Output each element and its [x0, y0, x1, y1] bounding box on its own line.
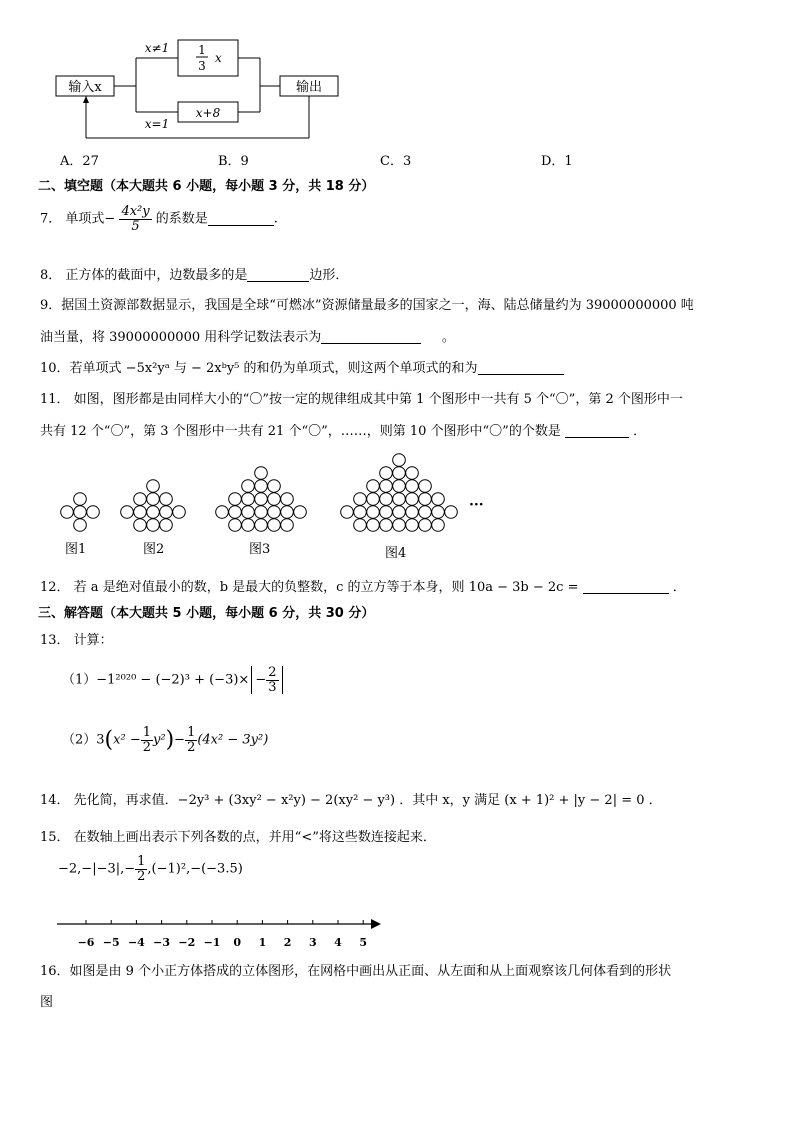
pattern-circle — [216, 506, 229, 519]
pattern-circle — [393, 480, 406, 493]
pattern-circle — [354, 506, 367, 519]
pattern-circle — [255, 480, 268, 493]
q10-answer-blank[interactable] — [478, 360, 564, 375]
pattern-circle — [294, 506, 307, 519]
pattern-circle — [406, 467, 419, 480]
pattern-circle — [74, 493, 87, 506]
output-label: 输出 — [295, 80, 323, 95]
pattern-circle — [255, 519, 268, 532]
pattern-circle — [432, 493, 445, 506]
q11-line2-pre: 共有 12 个“〇”，第 3 个图形中一共有 21 个“〇”，……，则第 10 个图形中“〇”的个数是 — [40, 424, 561, 439]
number-line-tick-label: 3 — [308, 936, 317, 949]
question-7: 7． 单项式− $\frac{\text{4x²y}}{5}$ 的系数是 . — [40, 204, 278, 234]
q13-p1-den: 3 — [268, 679, 277, 695]
q9-answer-blank[interactable] — [321, 329, 421, 344]
option-d: D．1 — [541, 154, 573, 169]
number-line-tick-label: 2 — [283, 936, 292, 949]
question-15-number-list — [58, 855, 243, 883]
pattern-circle — [367, 480, 380, 493]
pattern-circle — [393, 467, 406, 480]
option-c: C．3 — [380, 154, 412, 169]
q7-fraction — [119, 205, 151, 233]
pattern-circle — [147, 506, 160, 519]
question-15-title: 15． 在数轴上画出表示下列各数的点，并用“<”将这些数连接起来． — [40, 830, 436, 845]
pattern-circle — [268, 506, 281, 519]
number-line-tick-label: −2 — [178, 936, 196, 949]
number-line-tick-label: −1 — [203, 936, 221, 949]
circle-pattern-figures — [50, 450, 500, 565]
question-16-line1: 16．如图是由 9 个小正方体搭成的立体图形，在网格中画出从正面、从左面和从上面观察该几何体看到的形状 — [40, 964, 672, 979]
pattern-circle — [380, 493, 393, 506]
number-line-tick-label: −3 — [153, 936, 171, 949]
pattern-circle — [419, 480, 432, 493]
q7-answer-blank[interactable] — [208, 211, 274, 226]
pattern-circle — [74, 519, 87, 532]
pattern-circle — [380, 506, 393, 519]
q11-line2-post: ． — [633, 424, 647, 439]
question-11-line1: 11． 如图，图形都是由同样大小的“〇”按一定的规律组成其中第 1 个图形中一共有 5 个“〇”，第 2 个图形中一 — [40, 392, 683, 407]
q13-p2-c: (4x² − 3y²) — [197, 732, 269, 748]
q13-half-num-2: 1 — [187, 725, 196, 740]
pattern-circle — [160, 506, 173, 519]
pattern-circle — [242, 519, 255, 532]
section-3-heading: 三、解答题（本大题共 5 小题，每小题 6 分，共 30 分） — [38, 606, 375, 621]
pattern-circle — [281, 506, 294, 519]
pattern-circle — [406, 519, 419, 532]
cond-bottom: x=1 — [144, 117, 170, 131]
q15-list-fraction — [135, 855, 147, 883]
number-line[interactable] — [55, 912, 385, 952]
pattern-circle — [367, 493, 380, 506]
pattern-circle — [419, 506, 432, 519]
pattern-circle — [242, 506, 255, 519]
question-13-title: 13． 计算： — [40, 633, 113, 648]
q12-post: ． — [672, 580, 686, 595]
q7-num: 4x²y — [121, 204, 150, 219]
q13-p1-pre: （1）−1²⁰²⁰ − (−2)³ + (−3)× — [62, 672, 250, 688]
q15-frac-num: 1 — [137, 854, 146, 869]
q7-den: 5 — [131, 218, 140, 234]
pattern-circle — [393, 519, 406, 532]
number-line-tick-label: −5 — [102, 936, 120, 949]
pattern-circle — [229, 506, 242, 519]
question-9-line2 — [40, 326, 455, 345]
pattern-circle — [419, 493, 432, 506]
pattern-circle — [354, 519, 367, 532]
question-13-part1: （1）−1²⁰²⁰ − (−2)³ + (−3)× − $\frac{2}{3}$ — [62, 666, 283, 694]
q15-list-post: ,(−1)²,−(−3.5) — [147, 861, 243, 877]
pattern-circle — [367, 506, 380, 519]
number-line-tick-label: 4 — [334, 936, 342, 949]
pattern-circle — [380, 480, 393, 493]
pattern-circle — [432, 519, 445, 532]
number-line-tick-label: 0 — [233, 936, 242, 949]
pattern-circle — [419, 519, 432, 532]
pattern-circle — [74, 506, 87, 519]
top-box-var: x — [215, 51, 222, 65]
figure-3-label: 图3 — [249, 542, 271, 557]
pattern-circle — [432, 506, 445, 519]
pattern-circle — [121, 506, 134, 519]
q7-pre: 7． 单项式− — [40, 211, 116, 227]
pattern-circle — [281, 493, 294, 506]
q15-list-pre: −2,−|−3|,− — [58, 861, 136, 877]
figure-4-label: 图4 — [385, 546, 407, 561]
q13-p2-half-1 — [141, 726, 153, 754]
pattern-circle — [406, 480, 419, 493]
pattern-circle — [255, 467, 268, 480]
top-box-den: 3 — [198, 59, 206, 73]
pattern-circle — [134, 519, 147, 532]
q11-answer-blank[interactable] — [565, 423, 629, 438]
pattern-circle — [268, 493, 281, 506]
question-10 — [40, 357, 564, 376]
q13-p2-a: x² − — [113, 732, 141, 748]
pattern-circle — [87, 506, 100, 519]
top-process-box — [178, 40, 238, 76]
top-box-num: 1 — [198, 43, 206, 57]
figure-1-label: 图1 — [65, 542, 87, 557]
pattern-circle — [134, 493, 147, 506]
figures-ellipsis: ··· — [469, 497, 484, 513]
pattern-circle — [268, 480, 281, 493]
q8-answer-blank[interactable] — [247, 267, 309, 282]
pattern-circle — [393, 506, 406, 519]
number-line-tick-label: 1 — [258, 936, 267, 949]
q13-half-num-1: 1 — [142, 725, 151, 740]
number-line-tick-label: −6 — [77, 936, 95, 949]
pattern-circle — [393, 493, 406, 506]
q7-post: 的系数是 — [155, 211, 208, 227]
pattern-circle — [393, 454, 406, 467]
flowchart — [50, 30, 350, 145]
pattern-circle — [445, 506, 458, 519]
question-8 — [40, 264, 348, 283]
pattern-circle — [160, 519, 173, 532]
pattern-circle — [380, 467, 393, 480]
q15-frac-den: 2 — [137, 868, 146, 884]
q8-pre: 8． 正方体的截面中，边数最多的是 — [40, 268, 248, 283]
q10-pre: 10．若单项式 −5x²yᵃ 与 − 2xᵇy⁵ 的和仍为单项式，则这两个单项式的和为 — [40, 361, 478, 376]
pattern-circle — [61, 506, 74, 519]
input-label: 输入x — [68, 80, 102, 95]
q13-p1-fraction — [266, 666, 278, 694]
cond-top: x≠1 — [144, 41, 170, 55]
q9-line2-pre: 油当量，将 39000000000 用科学记数法表示为 — [40, 330, 322, 345]
q12-pre: 12． 若 a 是绝对值最小的数，b 是最大的负整数，c 的立方等于本身，则 10a − 3b − 2c = — [40, 580, 579, 595]
pattern-circle — [229, 519, 242, 532]
pattern-circle — [147, 519, 160, 532]
pattern-circle — [229, 493, 242, 506]
question-16-line2: 图 — [40, 995, 54, 1010]
pattern-circle — [242, 480, 255, 493]
q13-half-den-2: 2 — [187, 739, 196, 755]
question-12 — [40, 576, 686, 595]
pattern-circle — [255, 506, 268, 519]
number-line-tick-label: −4 — [127, 936, 145, 949]
figure-2-label: 图2 — [143, 542, 165, 557]
option-a: A．27 — [60, 154, 99, 169]
option-b: B．9 — [218, 154, 249, 169]
pattern-circle — [147, 493, 160, 506]
pattern-circle — [242, 493, 255, 506]
question-14: 14． 先化简，再求值．−2y³ + (3xy² − x²y) − 2(xy² − y³) ．其中 x，y 满足 (x + 1)² + |y − 2| = 0 ． — [40, 793, 662, 808]
section-2-heading: 二、填空题（本大题共 6 小题，每小题 3 分，共 18 分） — [38, 179, 375, 194]
question-11-line2 — [40, 420, 646, 439]
pattern-circle — [255, 493, 268, 506]
q8-post: 边形． — [309, 268, 349, 283]
pattern-circle — [268, 519, 281, 532]
pattern-circle — [406, 506, 419, 519]
pattern-circle — [173, 506, 186, 519]
q13-p2-half-2 — [185, 726, 197, 754]
pattern-circle — [160, 493, 173, 506]
question-9-line1: 9．据国土资源部数据显示，我国是全球“可燃冰”资源储量最多的国家之一，海、陆总储量约为 39000000000 吨 — [40, 298, 694, 313]
q12-answer-blank[interactable] — [583, 579, 669, 594]
pattern-circle — [147, 480, 160, 493]
q13-half-den-1: 2 — [142, 739, 151, 755]
number-line-tick-label: 5 — [359, 936, 368, 949]
pattern-circle — [354, 493, 367, 506]
pattern-circle — [134, 506, 147, 519]
pattern-circle — [367, 519, 380, 532]
pattern-circle — [380, 519, 393, 532]
pattern-circle — [341, 506, 354, 519]
question-13-part2: （2）3(x² − $\frac{1}{2}$ y²)− $\frac{1}{2}$ (4x² − 3y²) — [62, 725, 269, 755]
bottom-box-label: x+8 — [195, 106, 221, 120]
pattern-circle — [281, 519, 294, 532]
q13-p2-pre: （2）3 — [62, 732, 105, 748]
q13-p1-num: 2 — [268, 665, 277, 680]
q13-p2-b: y² — [153, 732, 166, 748]
pattern-circle — [406, 493, 419, 506]
q9-line2-post: 。 — [441, 330, 455, 345]
